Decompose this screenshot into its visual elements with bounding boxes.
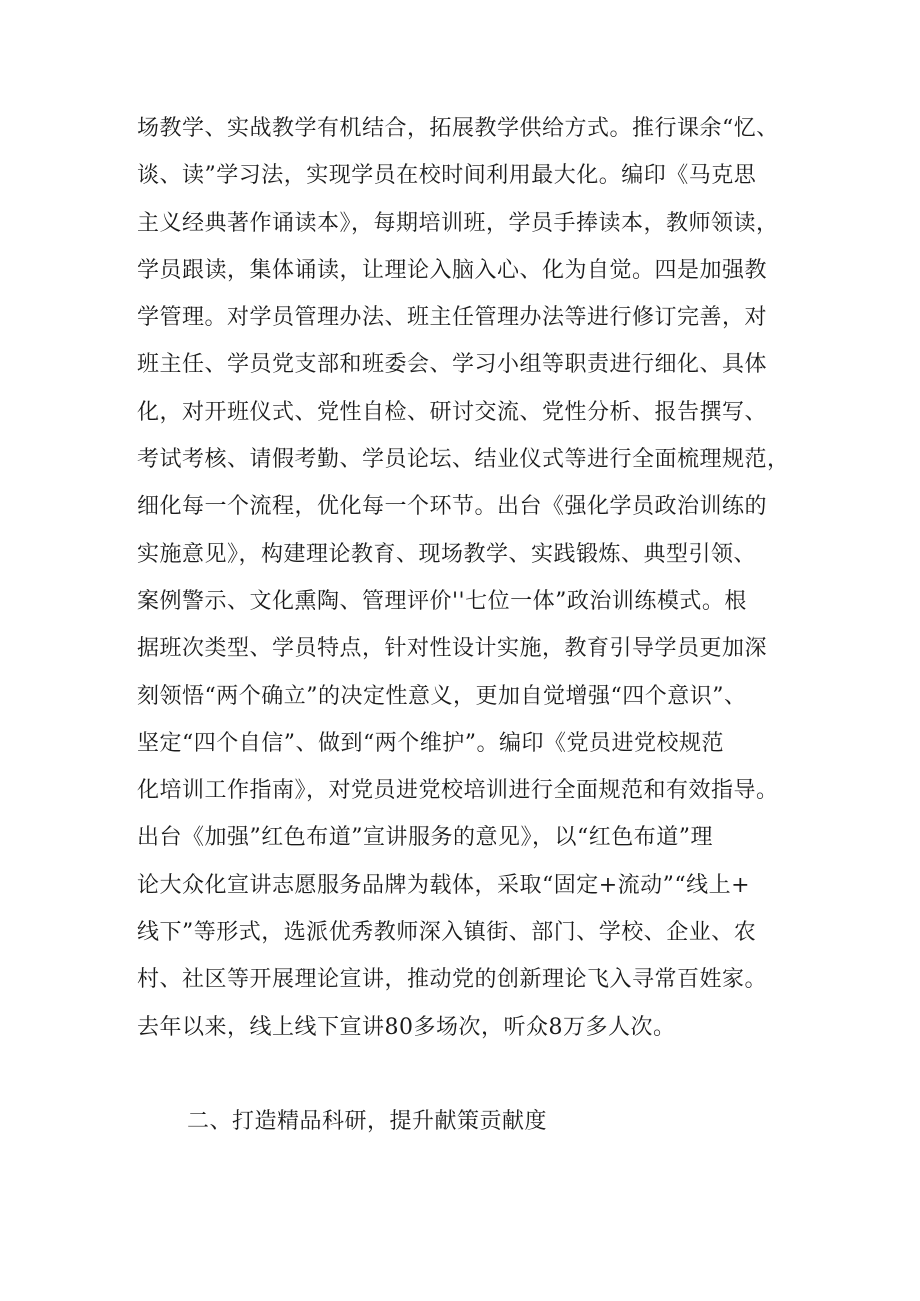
paragraph-line: 线下”等形式，选派优秀教师深入镇街、部门、学校、企业、农 [137,920,757,946]
paragraph-line: 班主任、学员党支部和班委会、学习小组等职责进行细化、具体 [137,352,768,378]
paragraph-line: 场教学、实战教学有机结合，拓展教学供给方式。推行课余“忆、 [137,116,779,141]
section-heading: 二、打造精品科研，提升献策贡献度 [187,1109,548,1134]
paragraph-line: 考试考核、请假考勤、学员论坛、结业仪式等进行全面梳理规范， [137,447,790,473]
paragraph-line: 化培训工作指南》，对党员进党校培训进行全面规范和有效指导。 [137,778,779,804]
paragraph-line: 学管理。对学员管理办法、班主任管理办法等进行修订完善，对 [137,305,768,331]
paragraph-line: 坚定“四个自信”、做到“两个维护”。编印《党员进党校规范 [137,730,724,756]
paragraph-line: 化，对开班仪式、党性自检、研讨交流、党性分析、报告撰写、 [137,399,768,425]
paragraph-line: 去年以来，线上线下宣讲80多场次，听众8万多人次。 [137,1014,676,1040]
paragraph-line: 主义经典著作诵读本》，每期培训班，学员手捧读本，教师领读， [137,210,779,236]
paragraph-line: 出台《加强”红色布道”宣讲服务的意见》，以“红色布道”理 [137,825,713,851]
paragraph-line: 刻领悟“两个确立”的决定性意义，更加自觉增强“四个意识”、 [137,683,747,709]
paragraph-line: 案例警示、文化熏陶、管理评价''七位一体”政治训练模式。根 [137,588,747,614]
paragraph-line: 实施意见》，构建理论教育、现场教学、实践锻炼、典型引领、 [137,541,757,567]
paragraph-line: 学员跟读，集体诵读，让理论入脑入心、化为自觉。四是加强教 [137,257,768,283]
paragraph-line: 论大众化宣讲志愿服务品牌为载体，采取“固定+流动”“线上+ [137,872,751,898]
paragraph-line: 据班次类型、学员特点，针对性设计实施，教育引导学员更加深 [137,636,768,662]
paragraph-line: 谈、读”学习法，实现学员在校时间利用最大化。编印《马克思 [137,163,757,189]
body-paragraph [137,105,797,1051]
paragraph-line: 村、社区等开展理论宣讲，推动党的创新理论飞入寻常百姓家。 [137,967,768,993]
paragraph-line: 细化每一个流程，优化每一个环节。出台《强化学员政治训练的 [137,494,768,520]
